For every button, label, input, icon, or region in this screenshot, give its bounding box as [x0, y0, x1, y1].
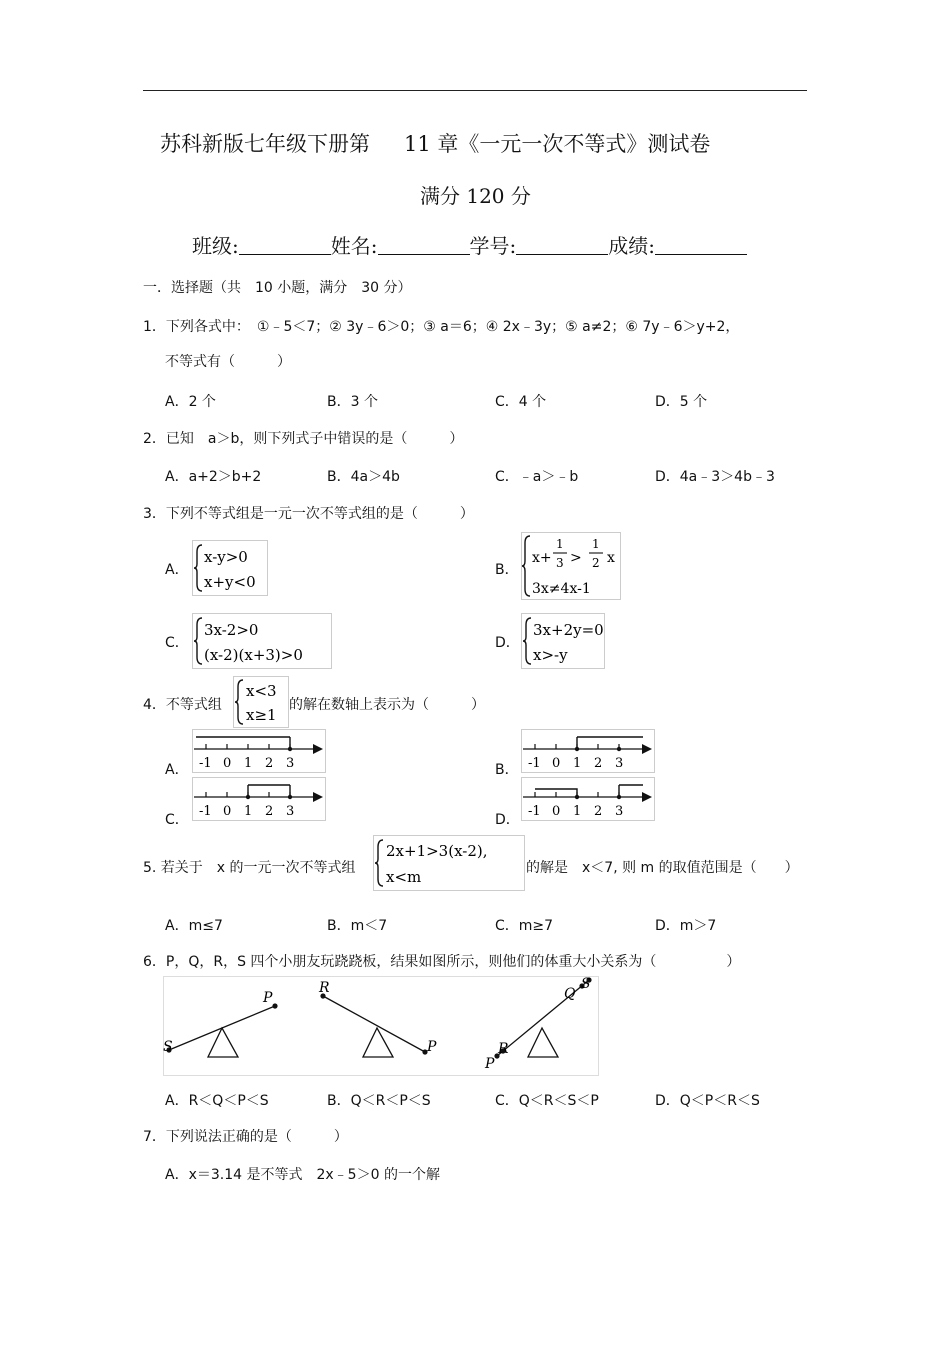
q4-stem-b: 的解在数轴上表示为（ ）	[289, 697, 485, 713]
q4-number-line-d[interactable]	[521, 777, 655, 821]
q3-b-frac2-den: 2	[592, 556, 600, 570]
q4-number-line-a[interactable]	[192, 729, 326, 773]
tick-label: 1	[244, 804, 253, 819]
tick-label: -1	[528, 804, 541, 819]
tick-label: 3	[615, 756, 624, 771]
seesaw-1-right-label: P	[263, 990, 273, 1006]
q2-option-a[interactable]: A．a+2＞b+2	[165, 469, 262, 485]
q2-option-b[interactable]: B．4a＞4b	[327, 469, 400, 485]
q3-c-line2: (x-2)(x+3)>0	[204, 646, 303, 664]
seesaw-1-left-label: S	[163, 1039, 173, 1055]
q6-seesaw-figure	[163, 976, 599, 1076]
q3-b-frac2-num: 1	[592, 537, 600, 551]
q1-option-b[interactable]: B．3 个	[327, 394, 378, 410]
q2-option-c[interactable]: C．﹣a＞﹣b	[495, 469, 579, 485]
id-blank[interactable]	[516, 236, 608, 255]
endpoint-dot	[617, 747, 621, 751]
endpoint-dot	[246, 795, 250, 799]
tick-label: 2	[594, 804, 603, 819]
tick-label: 1	[573, 804, 582, 819]
section-heading: 一．选择题（共 10 小题，满分 30 分）	[143, 280, 412, 296]
q3-system-a[interactable]	[192, 540, 268, 596]
q6-option-d[interactable]: D．Q＜P＜R＜S	[655, 1093, 760, 1109]
q3-system-d[interactable]	[521, 613, 605, 669]
seesaw-3-r-label: R	[498, 1041, 509, 1057]
seesaw-2-left-label: R	[319, 980, 330, 996]
q3-system-b[interactable]	[521, 532, 621, 600]
q4-option-a-label[interactable]: A．	[165, 762, 189, 778]
q3-system-c[interactable]	[192, 613, 332, 669]
class-blank[interactable]	[239, 236, 331, 255]
tick-label: 2	[594, 756, 603, 771]
q3-option-c-label[interactable]: C．	[165, 635, 189, 651]
q3-b-line2: 3x≠4x-1	[532, 581, 591, 597]
q5-option-b[interactable]: B．m＜7	[327, 918, 388, 934]
q1-option-c[interactable]: C．4 个	[495, 394, 547, 410]
q3-option-a-label[interactable]: A．	[165, 562, 189, 578]
q4-stem-a: 4．不等式组	[143, 697, 222, 713]
tick-label: 2	[265, 756, 274, 771]
seesaw-3-q-label: Q	[564, 986, 576, 1002]
q3-b-x: x	[607, 550, 615, 566]
q5-option-c[interactable]: C．m≥7	[495, 918, 554, 934]
q4-number-line-c[interactable]	[192, 777, 326, 821]
name-blank[interactable]	[378, 236, 470, 255]
endpoint-dot	[288, 747, 292, 751]
top-rule	[143, 90, 807, 91]
q3-c-line1: 3x-2>0	[204, 621, 259, 639]
q3-b-frac1-num: 1	[556, 537, 564, 551]
q6-option-b[interactable]: B．Q＜R＜P＜S	[327, 1093, 431, 1109]
tick-label: 3	[286, 804, 295, 819]
full-score: 满分 120 分	[420, 184, 531, 208]
name-label: 姓名:	[330, 234, 378, 258]
q4-number-line-b[interactable]	[521, 729, 655, 773]
q1-option-d[interactable]: D．5 个	[655, 394, 708, 410]
q4-option-d-label[interactable]: D．	[495, 812, 520, 828]
id-label: 学号:	[469, 234, 517, 258]
tick-label: -1	[528, 756, 541, 771]
q4-system-line1: x<3	[246, 682, 277, 700]
tick-label: 3	[615, 804, 624, 819]
endpoint-dot	[575, 795, 579, 799]
q6-option-c[interactable]: C．Q＜R＜S＜P	[495, 1093, 599, 1109]
title-part-1: 苏科新版七年级下册第	[160, 132, 370, 156]
q5-stem-a: 5. 若关于 x 的一元一次不等式组	[143, 860, 356, 876]
tick-label: -1	[199, 804, 212, 819]
seesaw-3-p-label: P	[485, 1056, 495, 1072]
q3-option-b-label[interactable]: B．	[495, 562, 519, 578]
q7-stem: 7．下列说法正确的是（ ）	[143, 1129, 348, 1145]
title-part-2: 11 章《一元一次不等式》测试卷	[404, 132, 711, 156]
q6-option-a[interactable]: A．R＜Q＜P＜S	[165, 1093, 269, 1109]
tick-label: 0	[552, 804, 561, 819]
q4-system	[233, 676, 289, 728]
tick-label: 0	[552, 756, 561, 771]
q3-a-line1: x-y>0	[204, 548, 248, 566]
student-info-line	[192, 230, 747, 259]
tick-label: 1	[244, 756, 253, 771]
q5-system-line2: x<m	[386, 868, 422, 886]
q3-stem: 3．下列不等式组是一元一次不等式组的是（ ）	[143, 506, 474, 522]
tick-label: 3	[286, 756, 295, 771]
endpoint-dot	[288, 795, 292, 799]
doc-title	[160, 128, 710, 158]
tick-label: 1	[573, 756, 582, 771]
seesaw-3-s-label: S	[581, 976, 591, 992]
q2-stem: 2．已知 a＞b，则下列式子中错误的是（ ）	[143, 431, 464, 447]
q3-b-x-plus: x+	[532, 550, 552, 566]
q1-option-a[interactable]: A．2 个	[165, 394, 216, 410]
q5-system-line1: 2x+1>3(x-2),	[386, 842, 488, 860]
q1-stem-line1: 1．下列各式中： ①﹣5＜7；② 3y﹣6＞0；③ a＝6；④ 2x﹣3y；⑤ a≠2；⑥ 7y﹣6＞y+2，	[143, 319, 740, 335]
q3-option-d-label[interactable]: D．	[495, 635, 520, 651]
q4-option-b-label[interactable]: B．	[495, 762, 519, 778]
q3-b-gt: >	[570, 550, 582, 566]
q4-system-line2: x≥1	[246, 706, 277, 724]
q7-option-a[interactable]: A．x＝3.14 是不等式 2x﹣5＞0 的一个解	[165, 1167, 440, 1183]
q5-system	[373, 835, 525, 891]
q2-option-d[interactable]: D．4a﹣3＞4b﹣3	[655, 469, 775, 485]
score-label: 成绩:	[608, 234, 655, 258]
tick-label: -1	[199, 756, 212, 771]
q3-d-line2: x>-y	[533, 646, 568, 664]
q5-stem-b: 的解是 x＜7, 则 m 的取值范围是（ ）	[526, 860, 799, 876]
endpoint-dot	[575, 747, 579, 751]
tick-label: 0	[223, 804, 232, 819]
q6-stem: 6．P，Q，R，S 四个小朋友玩跷跷板，结果如图所示，则他们的体重大小关系为（ ）	[143, 954, 741, 970]
class-label: 班级:	[192, 234, 239, 258]
score-blank[interactable]	[655, 236, 747, 255]
tick-label: 0	[223, 756, 232, 771]
q5-option-a[interactable]: A．m≤7	[165, 918, 223, 934]
q3-d-line1: 3x+2y=0	[533, 621, 604, 639]
seesaw-2-right-label: P	[427, 1039, 437, 1055]
q3-a-line2: x+y<0	[204, 573, 256, 591]
q5-option-d[interactable]: D．m＞7	[655, 918, 717, 934]
endpoint-dot	[617, 795, 621, 799]
q4-option-c-label[interactable]: C．	[165, 812, 189, 828]
q3-b-frac1-den: 3	[556, 556, 564, 570]
q1-stem-line2: 不等式有（ ）	[165, 354, 291, 370]
tick-label: 2	[265, 804, 274, 819]
